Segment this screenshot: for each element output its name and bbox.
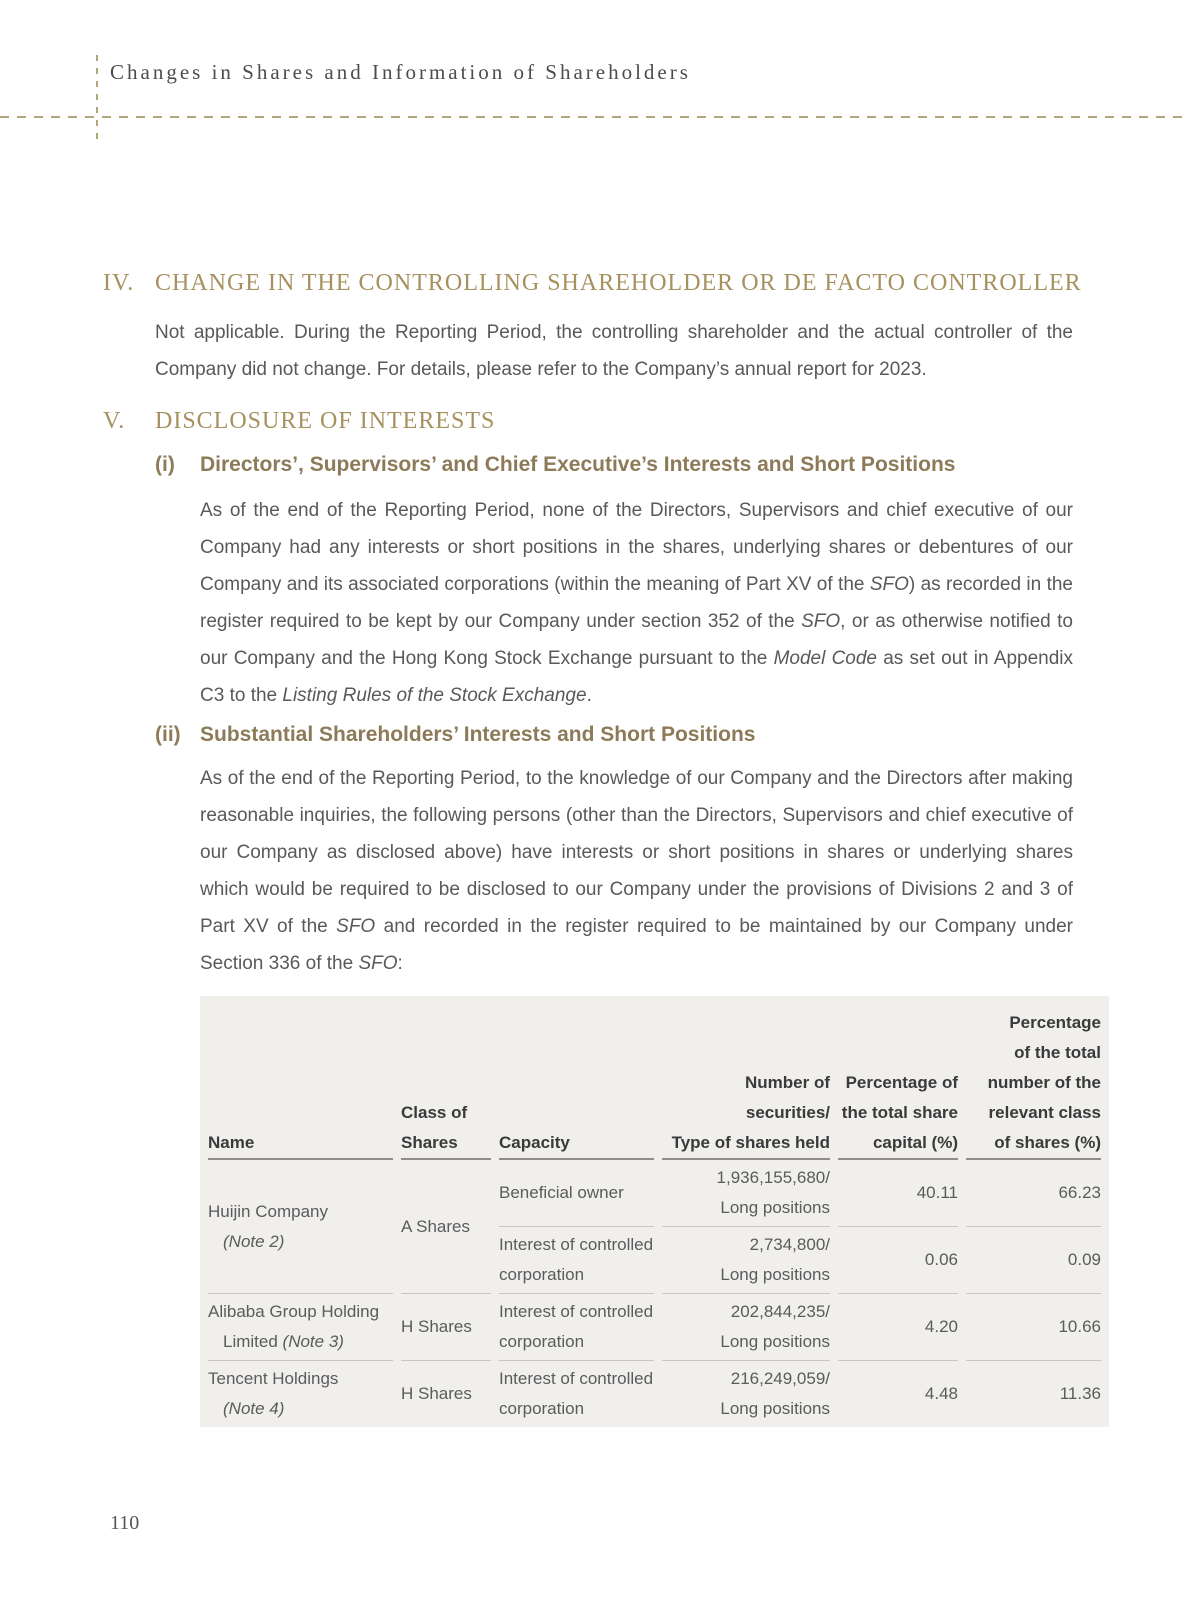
cell-number-alibaba: 202,844,235/ Long positions xyxy=(662,1294,830,1361)
cell-pct-capital-alibaba: 4.20 xyxy=(838,1294,958,1361)
page-number: 110 xyxy=(110,1512,140,1534)
cell-class-huijin: A Shares xyxy=(401,1160,491,1294)
subsection-ii-paragraph: As of the end of the Reporting Period, to the knowledge of our Company and the Directors after making reasonable inquiries, the following persons (other than the Directors, Supervisors and chief executive of our Company as disclosed above) have interests or short positions in shares or underlying shares which would be required to be disclosed to our Company under the provisions of Divisions 2 and 3 of Part XV of the SFO and recorded in the register required to be maintained by our Company under Section 336 of the SFO: xyxy=(200,768,1073,974)
cell-pct-capital-tencent: 4.48 xyxy=(924,1384,958,1403)
col-header-class-of-shares: Class of Shares xyxy=(401,996,491,1160)
subsection-ii-title: Substantial Shareholders’ Interests and Short Positions xyxy=(200,723,756,746)
cell-capacity-alibaba: Interest of controlled corporation xyxy=(499,1294,654,1361)
table-body xyxy=(208,1160,1101,1427)
running-header-title: Changes in Shares and Information of Shareholders xyxy=(110,60,691,84)
substantial-shareholders-table xyxy=(200,996,1109,1427)
subsection-i-numeral: (i) xyxy=(155,453,175,476)
cell-pct-class-huijin-1: 66.23 xyxy=(966,1160,1101,1227)
cell-capacity-huijin-2: Interest of controlled corporation xyxy=(499,1227,654,1294)
header-vertical-dashed-rule xyxy=(96,55,98,143)
section-iv-heading xyxy=(0,268,1190,298)
table-row-alibaba xyxy=(208,1294,1101,1361)
cell-class-tencent: H Shares xyxy=(401,1384,472,1403)
cell-pct-class-tencent: 11.36 xyxy=(1059,1384,1101,1403)
table-header xyxy=(208,996,1101,1160)
section-v-title: DISCLOSURE OF INTERESTS xyxy=(155,408,496,434)
cell-pct-class-alibaba: 10.66 xyxy=(966,1294,1101,1361)
cell-capacity-tencent: Interest of controlled corporation xyxy=(499,1369,654,1418)
col-header-pct-total-share-capital: Percentage of the total share capital (%) xyxy=(838,996,958,1160)
cell-pct-capital-huijin-2: 0.06 xyxy=(838,1227,958,1294)
col-header-capacity: Capacity xyxy=(499,996,654,1160)
cell-number-huijin-2: 2,734,800/ Long positions xyxy=(662,1227,830,1294)
table-row-huijin-1 xyxy=(208,1160,1101,1227)
section-v-heading xyxy=(0,406,1190,436)
cell-pct-class-huijin-2: 0.09 xyxy=(966,1227,1101,1294)
cell-name-huijin: Huijin Company (Note 2) xyxy=(208,1160,393,1294)
section-v-numeral: V. xyxy=(103,408,126,434)
subsection-ii-numeral: (ii) xyxy=(155,723,181,746)
section-iv-numeral: IV. xyxy=(103,270,135,296)
cell-name-tencent: Tencent Holdings (Note 4) xyxy=(208,1369,339,1418)
col-header-name: Name xyxy=(208,996,393,1160)
subsection-i-heading xyxy=(0,450,1190,480)
table-header-row xyxy=(208,996,1101,1160)
cell-number-tencent: 216,249,059/ Long positions xyxy=(720,1369,830,1418)
page-content xyxy=(0,268,1190,1427)
table-row-tencent xyxy=(208,1361,1101,1427)
cell-pct-capital-huijin-1: 40.11 xyxy=(838,1160,958,1227)
section-iv-title: CHANGE IN THE CONTROLLING SHAREHOLDER OR DE FACTO CONTROLLER xyxy=(155,270,1082,296)
subsection-i-paragraph: As of the end of the Reporting Period, none of the Directors, Supervisors and chief executive of our Company had any interests or short positions in the shares, underlying shares or debentures of our Company and its associated corporations (within the meaning of Part XV of the SFO) as recorded in the register required to be kept by our Company under section 352 of the SFO, or as otherwise notified to our Company and the Hong Kong Stock Exchange pursuant to the Model Code as set out in Appendix C3 to the Listing Rules of the Stock Exchange. xyxy=(200,500,1074,706)
subsection-ii-heading xyxy=(0,720,1190,750)
cell-name-alibaba: Alibaba Group Holding Limited (Note 3) xyxy=(208,1294,393,1361)
cell-class-alibaba: H Shares xyxy=(401,1294,491,1361)
col-header-number-of-securities: Number of securities/ Type of shares held xyxy=(662,996,830,1160)
cell-capacity-huijin-1: Beneficial owner xyxy=(499,1160,654,1227)
subsection-i-title: Directors’, Supervisors’ and Chief Executive’s Interests and Short Positions xyxy=(200,453,956,476)
header-horizontal-dashed-rule xyxy=(0,116,1190,118)
cell-number-huijin-1: 1,936,155,680/ Long positions xyxy=(662,1160,830,1227)
col-header-pct-relevant-class: Percentage of the total number of the relevant class of shares (%) xyxy=(966,996,1101,1160)
section-iv-paragraph: Not applicable. During the Reporting Period, the controlling shareholder and the actual controller of the Company did not change. For details, please refer to the Company’s annual report for 2023. xyxy=(155,322,1073,380)
